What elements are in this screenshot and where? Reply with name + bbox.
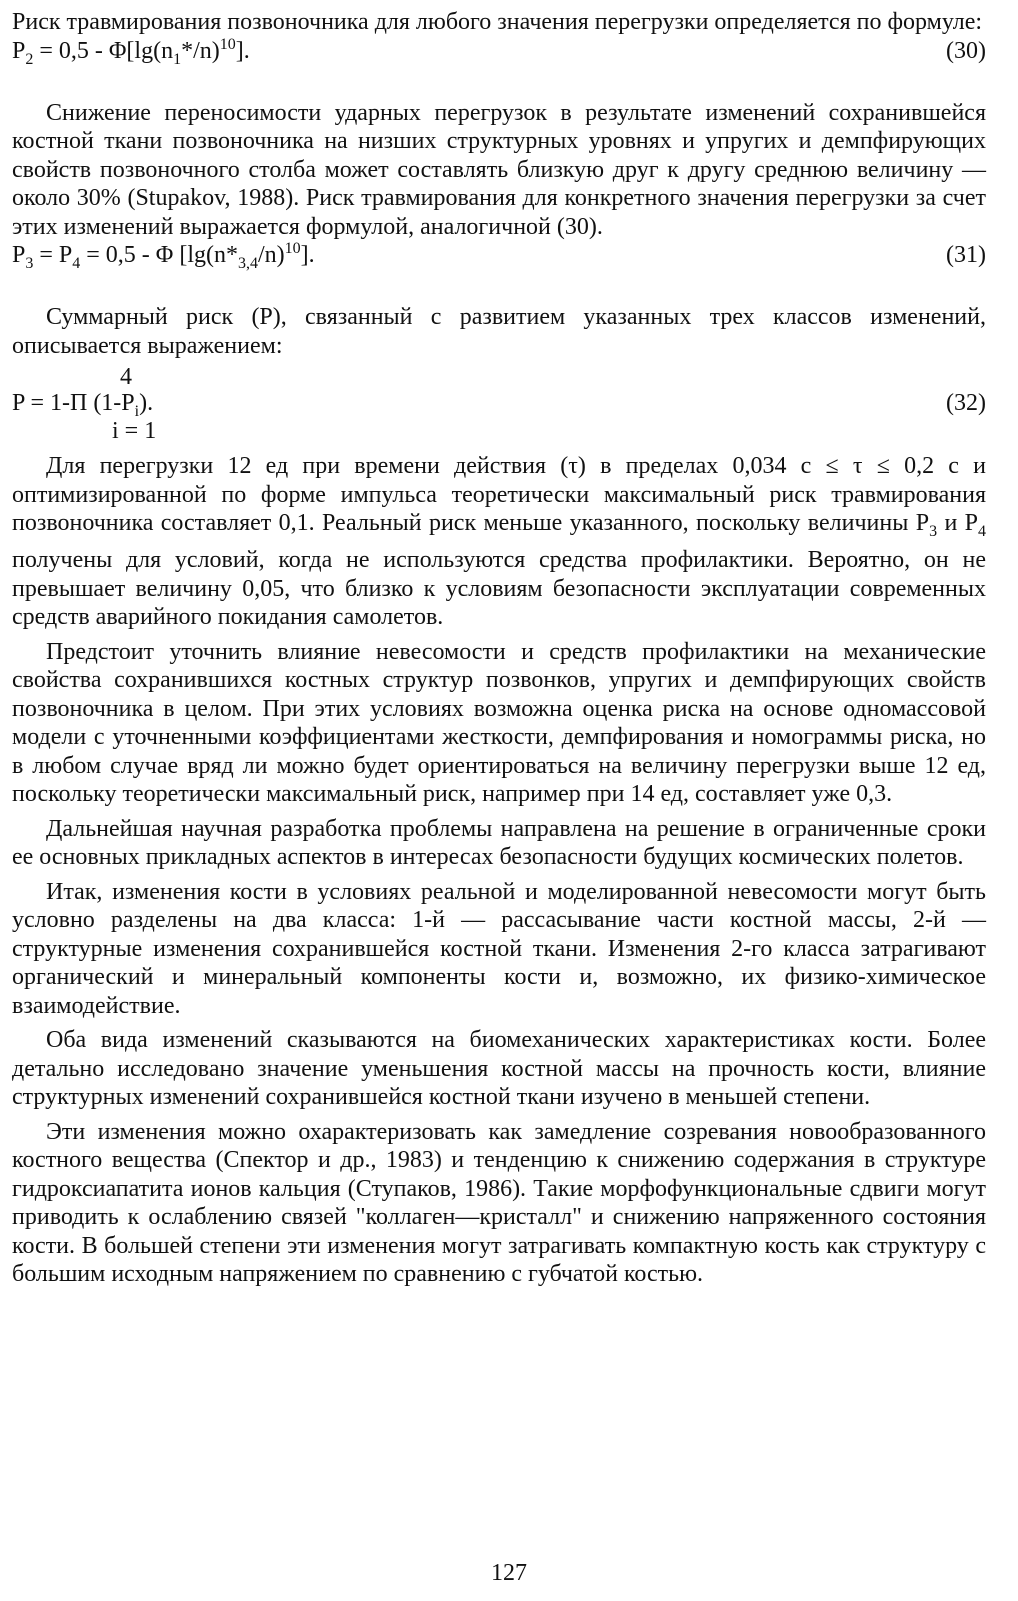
paragraph-4: Для перегрузки 12 ед при времени действия (τ) в пределах 0,034 с ≤ τ ≤ 0,2 с и оптимизированной по форме импульса теоретически максимальный риск травмирования позвоночника составляет 0,1. Реальный риск меньше указанного, поскольку величины $P_3$ и $P_4$ получены для условий, когда не используются средства профилактики. Вероятно, он не превышает величину 0,05, что близко к условиям безопасности эксплуатации современных средств аварийного покидания самолетов. — [12, 453, 987, 631]
product-lower-limit: i = 1 — [112, 418, 157, 444]
equation-32 — [12, 364, 986, 448]
equation-30-formula: $P_2 = 0,5 - \Phi[\lg(n_1*/n)^{10}]$. — [12, 35, 250, 68]
paragraph-5: Предстоит уточнить влияние невесомости и средств профилактики на механические свойства сохранившихся костных структур позвонков, упругих и демпфирующих свойств позвоночника в целом. При этих условиях возможна оценка риска на основе одномассовой модели с уточненными коэффициентами жесткости, демпфирования и номограммы риска, но в любом случае вряд ли можно будет ориентироваться на величину перегрузки выше 12 ед, поскольку теоретически максимальный риск, например при 14 ед, составляет уже 0,3. — [12, 638, 986, 808]
paragraph-3: Суммарный риск (Р), связанный с развитием указанных трех классов изменений, описывается выражением: — [12, 304, 986, 359]
equation-30-number: (30) — [946, 37, 986, 64]
equation-31 — [12, 240, 986, 272]
paragraph-2: Снижение переносимости ударных перегрузок в результате изменений сохранившейся костной ткани позвоночника на низших структурных уровнях и упругих и демпфирующих свойств позвоночного столба может составлять близкую друг к другу среднюю величину — около 30% (Stupakov, 1988). Риск травмирования для конкретного значения перегрузки за счет этих изменений выражается формулой, аналогичной (30). — [12, 99, 986, 240]
product-upper-limit: 4 — [120, 364, 132, 390]
equation-30 — [12, 35, 986, 68]
paragraph-6: Дальнейшая научная разработка проблемы направлена на решение в ограниченные сроки ее основных прикладных аспектов в интересах безопасности будущих космических полетов. — [12, 815, 986, 871]
inline-p4: $P_4$ — [964, 510, 987, 540]
equation-32-formula: P = 1-Π $(1-P_i)$. — [12, 390, 154, 420]
paragraph-9: Эти изменения можно охарактеризовать как замедление созревания новообразованного костного вещества (Спектор и др., 1983) и тенденцию к снижению содержания в структуре гидроксиапатита ионов кальция (Ступаков, 1986). Такие морфофункциональные сдвиги могут приводить к ослаблению связей "коллаген—кристалл" и снижению напряженного состояния кости. В большей степени эти изменения могут затрагивать компактную кость как структуру с большим исходным напряжением по сравнению с губчатой костью. — [12, 1118, 986, 1288]
inline-p3: $P_3$ — [915, 510, 938, 540]
equation-31-formula: $P_3 = P_4 = 0,5 - \Phi$ $[\lg(n*_{3,4}/n)^{10}]$. — [12, 240, 315, 272]
paragraph-1: Риск травмирования позвоночника для любого значения перегрузки определяется по формуле: — [12, 9, 983, 35]
equation-31-number: (31) — [946, 242, 986, 268]
page-number: 127 — [491, 1560, 527, 1586]
paragraph-8: Оба вида изменений сказываются на биомеханических характеристиках кости. Более детально исследовано значение уменьшения костной массы на прочность кости, влияние структурных изменений сохранившейся костной ткани изучено в меньшей степени. — [12, 1027, 986, 1111]
equation-32-number: (32) — [946, 390, 986, 416]
paragraph-7: Итак, изменения кости в условиях реальной и моделированной невесомости могут быть условно разделены на два класса: 1-й — рассасывание части костной массы, 2-й — структурные изменения сохранившейся костной ткани. Изменения 2-го класса затрагивают органический и минеральный компоненты кости и, возможно, их физико-химическое взаимодействие. — [12, 878, 986, 1019]
